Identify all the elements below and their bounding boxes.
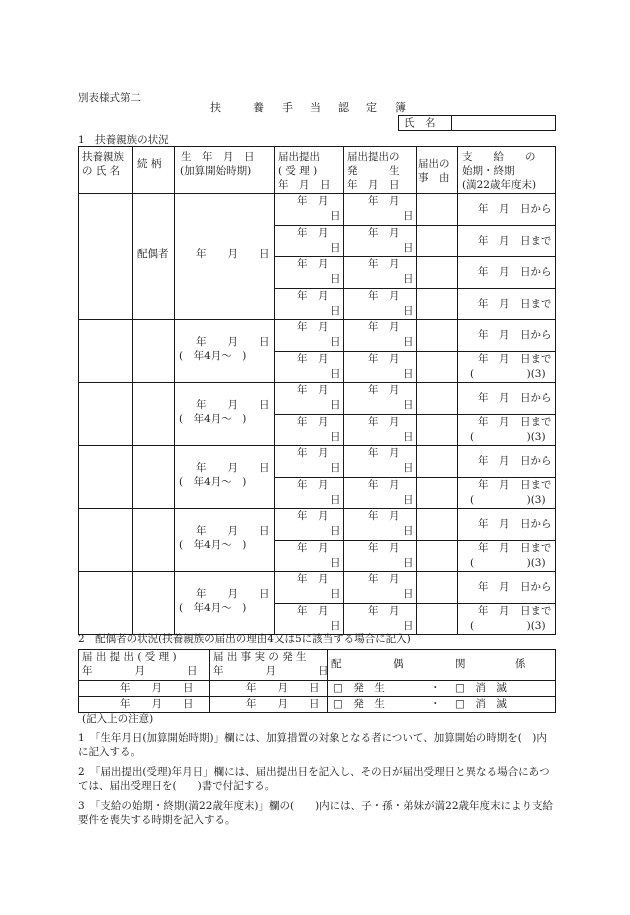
occurrence-day: 日: [403, 304, 414, 317]
title-char: 当: [310, 101, 321, 114]
header-name: 扶養親族: [82, 151, 124, 163]
rule-line: [174, 146, 175, 634]
rule-line: [78, 508, 556, 509]
header-filing: ( 受 理 ): [278, 165, 318, 177]
t2-fact-date: 年 月 日: [246, 698, 320, 710]
t2-opt-extinct: □ 消 滅: [455, 682, 507, 694]
child-birth: 年 月 日: [196, 336, 270, 348]
filing-day: 日: [330, 336, 341, 348]
occurrence-ym: 年 月: [368, 415, 400, 428]
section1-heading: 1 扶養親族の状況: [78, 134, 169, 146]
header-reason: 事 由: [418, 172, 450, 184]
rule-line: [78, 193, 556, 194]
note-1: 1 「生年月日(加算開始時期)」欄には、加算措置の対象となる者について、加算開始の時期を( )内に記入する。: [78, 732, 547, 758]
occurrence-ym: 年 月: [368, 604, 400, 617]
header-filing: 届出提出: [278, 151, 320, 163]
occurrence-ym: 年 月: [368, 195, 400, 207]
child-birth-sub: ( 年4月～ ): [179, 476, 247, 488]
header-occurrence: 年 月 日: [347, 179, 400, 191]
period-until: 年 月 日まで: [478, 352, 552, 365]
rule-line: [274, 288, 556, 289]
filing-ym: 年 月: [297, 384, 329, 396]
child-birth: 年 月 日: [196, 462, 270, 474]
title-char: 簿: [395, 101, 406, 114]
rule-line: [78, 319, 556, 320]
header-birth: (加算開始時期): [180, 165, 252, 177]
rule-line: [209, 649, 210, 712]
filing-day: 日: [330, 210, 341, 222]
rule-line: [555, 649, 556, 712]
period-from: 年 月 日から: [478, 518, 552, 530]
filing-ym: 年 月: [297, 510, 329, 522]
filing-day: 日: [330, 556, 341, 569]
period-text: 年 月 日から: [478, 203, 552, 215]
child-birth: 年 月 日: [196, 525, 270, 537]
title-char: 扶: [210, 101, 221, 114]
filing-ym: 年 月: [297, 321, 329, 333]
filing-ym: 年 月: [297, 478, 329, 491]
occurrence-day: 日: [403, 462, 414, 474]
rule-line: [78, 696, 556, 697]
period-paren: ( )(3): [470, 367, 546, 380]
period-from: 年 月 日から: [478, 455, 552, 467]
rule-line: [78, 649, 79, 712]
occurrence-ym: 年 月: [368, 258, 400, 270]
period-until: 年 月 日まで: [478, 604, 552, 617]
rule-line: [78, 649, 556, 650]
child-birth: 年 月 日: [196, 399, 270, 411]
period-from: 年 月 日から: [478, 392, 552, 404]
header-occurrence: 届出提出の: [347, 151, 400, 163]
filing-ym: 年 月: [297, 289, 329, 302]
occurrence-day: 日: [403, 493, 414, 506]
rule-line: [274, 414, 556, 415]
header-name: の 氏 名: [82, 165, 121, 177]
child-birth: 年 月 日: [196, 588, 270, 600]
occurrence-day: 日: [403, 273, 414, 285]
occurrence-ym: 年 月: [368, 289, 400, 302]
t2-opt-occur: □ 発 生: [333, 698, 385, 710]
note-2: 2 「届出提出(受理)年月日」欄には、届出提出日を記入し、その日が届出受理日と異なる場合にあつては、届出受理日を( )書で付記する。: [78, 766, 550, 792]
occurrence-ym: 年 月: [368, 226, 400, 239]
spouse-birth: 年 月 日: [196, 248, 270, 260]
period-paren: ( )(3): [470, 493, 546, 506]
spouse-relation: 配偶者: [137, 248, 169, 260]
t2-header-filing: 年 月 日: [82, 665, 198, 677]
occurrence-day: 日: [403, 399, 414, 411]
header-relation: 続 柄: [137, 158, 162, 170]
filing-ym: 年 月: [297, 541, 329, 554]
rule-line: [132, 146, 133, 634]
t2-filing-date: 年 月 日: [120, 698, 194, 710]
rule-line: [274, 351, 556, 352]
t2-header-fact: 年 月 日: [213, 665, 329, 677]
t2-header-spouse: 配: [331, 658, 342, 670]
period-from: 年 月 日から: [478, 581, 552, 593]
filing-ym: 年 月: [297, 258, 329, 270]
name-label: 氏 名: [404, 117, 436, 129]
occurrence-day: 日: [403, 430, 414, 443]
header-filing: 年 月 日: [278, 179, 331, 191]
t2-header-spouse: 偶: [393, 658, 404, 670]
rule-line: [274, 225, 556, 226]
header-occurrence: 発 生: [347, 165, 400, 177]
filing-ym: 年 月: [297, 604, 329, 617]
rule-line: [274, 540, 556, 541]
occurrence-day: 日: [403, 210, 414, 222]
period-until: 年 月 日まで: [478, 541, 552, 554]
title-char: 定: [366, 101, 377, 114]
child-birth-sub: ( 年4月～ ): [179, 602, 247, 614]
t2-header-filing: 届 出 提 出 ( 受 理 ): [82, 651, 177, 663]
t2-header-spouse: 係: [515, 658, 526, 670]
occurrence-day: 日: [403, 588, 414, 600]
rule-line: [78, 445, 556, 446]
t2-header-fact: 届 出 事 実 の 発 生: [213, 651, 307, 663]
rule-line: [416, 146, 417, 634]
occurrence-ym: 年 月: [368, 321, 400, 333]
child-birth-sub: ( 年4月～ ): [179, 539, 247, 551]
t2-opt-occur: □ 発 生: [333, 682, 385, 694]
filing-ym: 年 月: [297, 415, 329, 428]
occurrence-ym: 年 月: [368, 384, 400, 396]
rule-line: [78, 571, 556, 572]
occurrence-ym: 年 月: [368, 510, 400, 522]
header-birth: 生 年 月 日: [181, 151, 255, 163]
child-birth-sub: ( 年4月～ ): [179, 350, 247, 362]
t2-fact-date: 年 月 日: [246, 682, 320, 694]
filing-ym: 年 月: [297, 447, 329, 459]
filing-day: 日: [330, 430, 341, 443]
period-text: 年 月 日まで: [478, 297, 552, 310]
filing-ym: 年 月: [297, 352, 329, 365]
filing-day: 日: [330, 273, 341, 285]
t2-dot: ・: [430, 682, 441, 694]
occurrence-ym: 年 月: [368, 541, 400, 554]
rule-line: [343, 146, 344, 634]
title-char: 養: [253, 101, 264, 114]
rule-line: [327, 649, 328, 712]
filing-ym: 年 月: [297, 195, 329, 207]
filing-day: 日: [330, 525, 341, 537]
header-reason: 届出の: [418, 158, 450, 170]
filing-day: 日: [330, 367, 341, 380]
occurrence-ym: 年 月: [368, 478, 400, 491]
note-3: 3 「支給の始期・終期(満22歳年度末)」欄の( )内には、子・孫・弟妹が満22歳年度末により支給要件を喪失する時期を記入する。: [78, 800, 554, 826]
occurrence-day: 日: [403, 241, 414, 254]
rule-line: [274, 256, 556, 257]
rule-line: [78, 146, 79, 634]
filing-day: 日: [330, 241, 341, 254]
header-period: (満22歳年度末): [462, 179, 537, 191]
filing-ym: 年 月: [297, 573, 329, 585]
occurrence-ym: 年 月: [368, 352, 400, 365]
filing-day: 日: [330, 304, 341, 317]
rule-line: [274, 477, 556, 478]
period-until: 年 月 日まで: [478, 415, 552, 428]
occurrence-day: 日: [403, 556, 414, 569]
header-period: 支 給 の: [462, 151, 536, 163]
title-char: 認: [338, 101, 349, 114]
period-paren: ( )(3): [470, 556, 546, 569]
occurrence-day: 日: [403, 367, 414, 380]
rule-line: [78, 382, 556, 383]
occurrence-day: 日: [403, 619, 414, 632]
occurrence-day: 日: [403, 336, 414, 348]
section2-heading: 2 配偶者の状況(扶養親族の届出の理由4又は5に該当する場合に記入): [78, 633, 411, 645]
period-text: 年 月 日から: [478, 266, 552, 278]
t2-opt-extinct: □ 消 滅: [455, 698, 507, 710]
rule-line: [274, 603, 556, 604]
rule-line: [555, 146, 556, 634]
filing-day: 日: [330, 588, 341, 600]
period-paren: ( )(3): [470, 430, 546, 443]
t2-header-spouse: 関: [455, 658, 466, 670]
filing-day: 日: [330, 399, 341, 411]
occurrence-day: 日: [403, 525, 414, 537]
rule-line: [457, 146, 458, 634]
period-from: 年 月 日から: [478, 329, 552, 341]
period-paren: ( )(3): [470, 619, 546, 632]
filing-day: 日: [330, 619, 341, 632]
period-text: 年 月 日まで: [478, 234, 552, 247]
rule-line: [78, 680, 556, 681]
title-char: 手: [282, 101, 293, 114]
child-birth-sub: ( 年4月～ ): [179, 413, 247, 425]
filing-day: 日: [330, 493, 341, 506]
filing-day: 日: [330, 462, 341, 474]
rule-line: [274, 146, 275, 634]
notes-heading: (記入上の注意): [82, 713, 154, 725]
occurrence-ym: 年 月: [368, 447, 400, 459]
t2-filing-date: 年 月 日: [120, 682, 194, 694]
form-label: 別表様式第二: [78, 92, 141, 104]
filing-ym: 年 月: [297, 226, 329, 239]
header-period: 始期・終期: [462, 165, 515, 177]
t2-dot: ・: [430, 698, 441, 710]
rule-line: [78, 146, 556, 147]
period-until: 年 月 日まで: [478, 478, 552, 491]
occurrence-ym: 年 月: [368, 573, 400, 585]
